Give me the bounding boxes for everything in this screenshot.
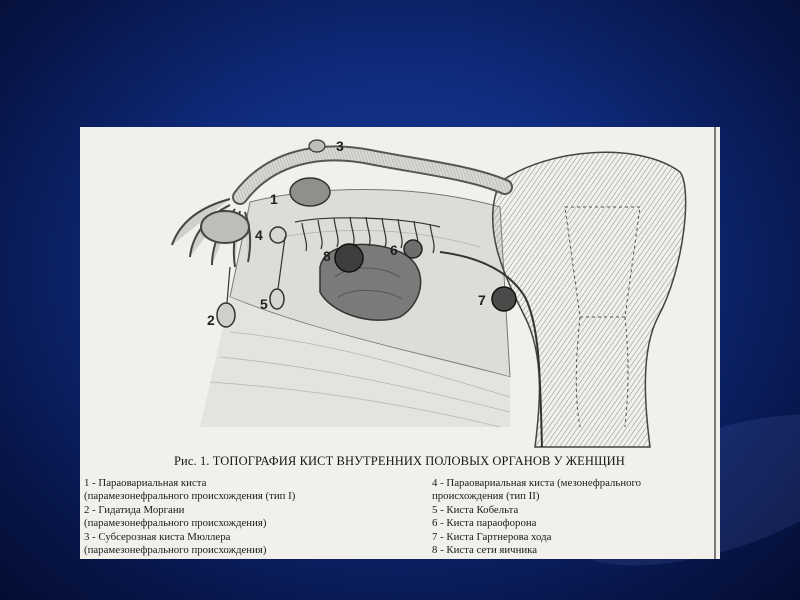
legend-item: 4 - Параовариальная киста (мезонефрального	[432, 477, 642, 489]
cyst-2-stalk	[227, 267, 230, 303]
anatomy-illustration	[80, 127, 720, 457]
legend-item: 6 - Киста параофорона	[432, 517, 537, 530]
legend-item: (парамезонефрального происхождения (тип I)	[84, 490, 296, 503]
cyst-7	[492, 287, 516, 311]
cyst-8	[335, 244, 363, 272]
legend-item: 8 - Киста сети яичника	[432, 544, 538, 557]
panel-edge	[714, 127, 716, 559]
legend-item: 7 - Киста Гартнерова хода	[432, 530, 552, 543]
callout-4: 4	[255, 227, 263, 243]
cyst-4	[270, 227, 286, 243]
legend-left	[84, 477, 295, 557]
legend-item: 5 - Киста Кобельта	[432, 503, 519, 516]
legend-right	[432, 477, 641, 557]
legend-item: 1 - Параовариальная киста	[84, 477, 207, 489]
cyst-5	[270, 289, 284, 309]
legend-item: происхождения (тип II)	[432, 490, 540, 503]
cyst-2	[217, 303, 235, 327]
cyst-3	[309, 140, 325, 152]
callout-6: 6	[390, 242, 398, 258]
cyst-6	[404, 240, 422, 258]
legend-item: (парамезонефрального происхождения)	[84, 517, 267, 530]
cyst-1	[290, 178, 330, 206]
callout-1: 1	[270, 191, 278, 207]
uterus	[493, 152, 686, 447]
legend-item: (парамезонефрального происхождения)	[84, 544, 267, 557]
callout-3: 3	[336, 138, 344, 154]
callout-5: 5	[260, 296, 268, 312]
figure-panel	[80, 127, 720, 559]
callout-7: 7	[478, 292, 486, 308]
legend-item: 2 - Гидатида Моргани	[84, 503, 185, 516]
figure-caption: Рис. 1. ТОПОГРАФИЯ КИСТ ВНУТРЕННИХ ПОЛОВЫХ ОРГАНОВ У ЖЕНЩИН	[174, 454, 625, 468]
legend-item: 3 - Субсерозная киста Мюллера	[84, 530, 231, 543]
callout-8: 8	[323, 248, 331, 264]
callout-2: 2	[207, 312, 215, 328]
